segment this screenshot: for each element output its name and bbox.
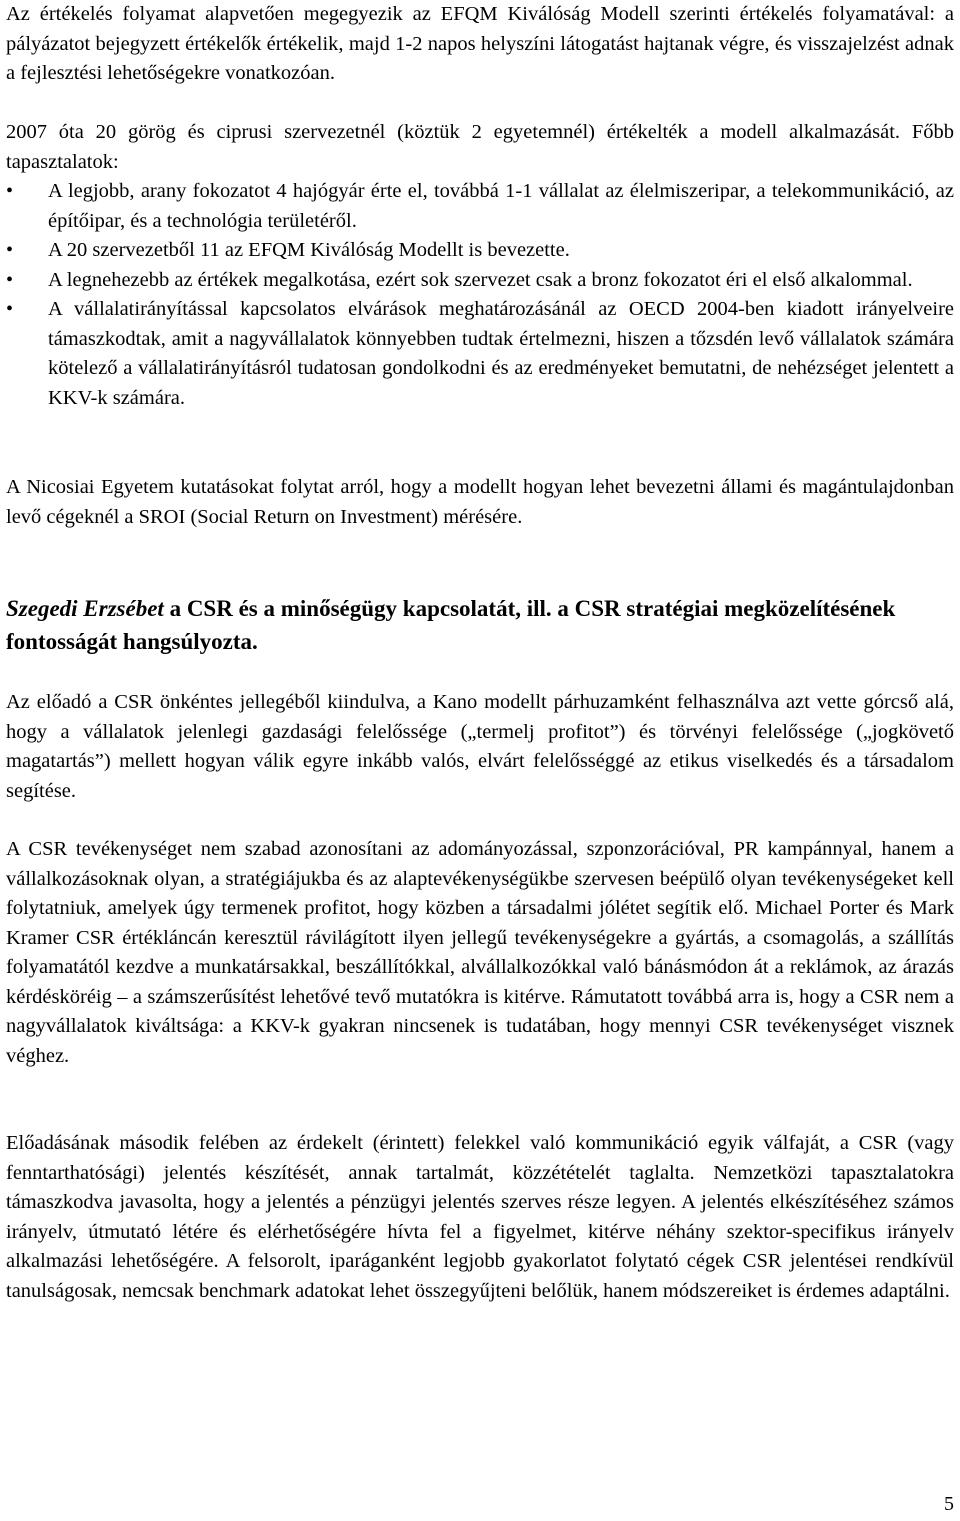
bullet-item: • A legjobb, arany fokozatot 4 hajógyár érte el, továbbá 1-1 vállalat az élelmiszeripar, a telekommunikáció, az építőipar, és a technológia területéről. xyxy=(6,177,954,236)
paragraph-greek-cypriot-results: 2007 óta 20 görög és ciprusi szervezetnél (köztük 2 egyetemnél) értékelték a modell alkalmazását. Főbb tapasztalatok: xyxy=(6,121,954,173)
paragraph-csr-activities: A CSR tevékenységet nem szabad azonosítani az adományozással, szponzorációval, PR kampánnyal, hanem a vállalkozásoknak olyan, a stratégiájukba és az alaptevékenységükbe szervesen beépülő olyan tevékenységeket kell folytatniuk, amelyek úgy termenek profitot, hogy közben a társadalmi jólétet segítik elő. Michael Porter és Mark Kramer CSR értékláncán keresztül rávilágított ilyen jellegű tevékenységekre a gyártás, a csomagolás, a szállítás folyamatától kezdve a munkatársakkal, beszállítókkal, alvállalkozókkal való bánásmódon át a reklámok, az árazás kérdésköréig – a számszerűsítést lehetővé tevő mutatókra is kitérve. Rámutatott továbbá arra is, hogy a CSR nem a nagyvállalatok kiváltsága: a KKV-k gyakran nincsenek is tudatában, hogy mennyi CSR tevékenységet visznek véghez. xyxy=(6,838,954,1067)
experience-bullet-list xyxy=(6,177,954,413)
bullet-item: • A legnehezebb az értékek megalkotása, ezért sok szervezet csak a bronz fokozatot éri el első alkalommal. xyxy=(6,266,954,296)
heading-text: a CSR és a minőségügy kapcsolatát, ill. a CSR stratégiai megközelítésének fontosságát hangsúlyozta. xyxy=(6,596,896,654)
paragraph-csr-voluntary: Az előadó a CSR önkéntes jellegéből kiindulva, a Kano modellt párhuzamként felhasználva azt vette górcső alá, hogy a vállalatok jelenlegi gazdasági felelőssége („termelj profitot”) és törvényi felelőssége („jogkövető magatartás”) mellett hogyan válik egyre inkább valós, elvárt felelősséggé az etikus viselkedés és a társadalom segítése. xyxy=(6,691,954,802)
paragraph-csr-reporting: Előadásának második felében az érdekelt (érintett) felekkel való kommunikáció egyik válfaját, a CSR (vagy fenntarthatósági) jelentés készítését, annak tartalmát, közzétételét taglalta. Nemzetközi tapasztalatokra támaszkodva javasolta, hogy a jelentés a pénzügyi jelentés szerves része legyen. A jelentés elkészítéséhez számos irányelv, útmutató létére és elérhetőségére hívta fel a figyelmet, kitérve néhány szektor-specifikus irányelv alkalmazási lehetőségére. A felsorolt, iparáganként legjobb gyakorlatot folytató cégek CSR jelentései rendkívül tanulságosak, nemcsak benchmark adatokat lehet összegyűjteni belőlük, hanem módszereiket is érdemes adaptálni. xyxy=(6,1132,954,1302)
speaker-name: Szegedi Erzsébet xyxy=(6,596,164,621)
bullet-item: • A 20 szervezetből 11 az EFQM Kiválóság Modellt is bevezette. xyxy=(6,236,954,266)
section-heading xyxy=(6,592,954,658)
paragraph-nicosia-research: A Nicosiai Egyetem kutatásokat folytat arról, hogy a modellt hogyan lehet bevezetni állami és magántulajdonban levő cégeknél a SROI (Social Return on Investment) mérésére. xyxy=(6,476,954,528)
bullet-item: • A vállalatirányítással kapcsolatos elvárások meghatározásánál az OECD 2004-ben kiadott irányelveire támaszkodtak, amit a nagyvállalatok könnyebben tudtak értelmezni, hiszen a tőzsdén levő vállalatok számára kötelező a vállalatirányításról tudatosan gondolkodni és az eredményeket bemutatni, de nehézséget jelentett a KKV-k számára. xyxy=(6,295,954,413)
paragraph-efqm-evaluation: Az értékelés folyamat alapvetően megegyezik az EFQM Kiválóság Modell szerinti értékelés folyamatával: a pályázatot bejegyzett értékelők értékelik, majd 1-2 napos helyszíni látogatást hajtanak végre, és visszajelzést adnak a fejlesztési lehetőségekre vonatkozóan. xyxy=(6,3,954,84)
page-number: 5 xyxy=(944,1493,954,1515)
